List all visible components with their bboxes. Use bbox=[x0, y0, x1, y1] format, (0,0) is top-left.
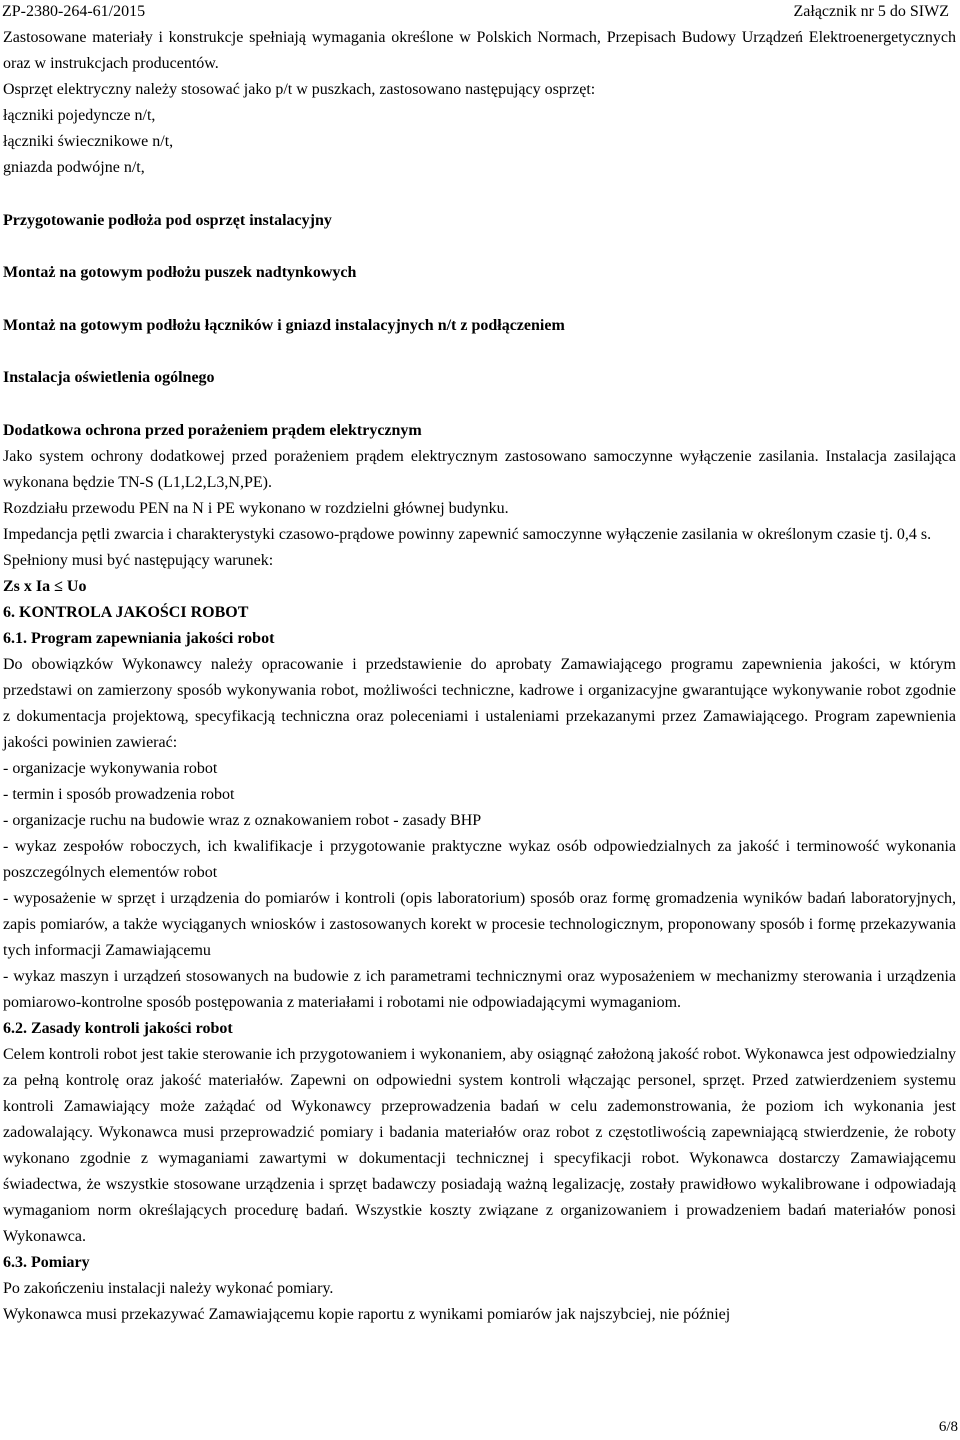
document-reference: ZP-2380-264-61/2015 bbox=[2, 3, 146, 20]
section-title-quality-control: 6. KONTROLA JAKOŚCI ROBOT bbox=[3, 603, 249, 621]
condition-paragraph: Spełniony musi być następujący warunek: bbox=[3, 551, 274, 569]
heading-substrate-preparation: Przygotowanie podłoża pod osprzęt instalacyjny bbox=[3, 211, 332, 229]
pen-split-paragraph: Rozdziału przewodu PEN na N i PE wykonano w rozdzielni głównej budynku. bbox=[3, 499, 509, 517]
subsection-title-quality-program: 6.1. Program zapewniania jakości robot bbox=[3, 629, 275, 647]
subsection-title-control-rules: 6.2. Zasady kontroli jakości robot bbox=[3, 1019, 233, 1037]
list-item: łączniki świecznikowe n/t, bbox=[3, 133, 174, 150]
impedance-paragraph: Impedancja pętli zwarcia i charakterystyki czasowo-prądowe powinny zapewnić samoczynne wyłączenie zasilania w określonym czasie tj. 0,4 s. bbox=[3, 525, 932, 543]
list-item: - termin i sposób prowadzenia robot bbox=[3, 785, 235, 803]
page-number: 6/8 bbox=[938, 1419, 958, 1435]
list-item: - wykaz zespołów roboczych, ich kwalifikacje i przygotowanie praktyczne wykaz osób odpowiedzialnych za jakość i terminowość wykonania poszczególnych elementów robot bbox=[3, 837, 956, 881]
heading-general-lighting: Instalacja oświetlenia ogólnego bbox=[3, 369, 215, 386]
subsection-title-measurements: 6.3. Pomiary bbox=[3, 1253, 90, 1271]
list-item: łączniki pojedyncze n/t, bbox=[3, 107, 156, 124]
condition-formula: Zs x Ia ≤ Uo bbox=[3, 577, 87, 595]
heading-shock-protection: Dodatkowa ochrona przed porażeniem prądem elektrycznym bbox=[3, 421, 422, 439]
list-item: gniazda podwójne n/t, bbox=[3, 159, 145, 176]
list-item: - wykaz maszyn i urządzeń stosowanych na budowie z ich parametrami technicznymi oraz wyposażeniem w mechanizmy sterowania i urządzenia pomiarowo-kontrolne sposób postępowania z materiałami i robotami nie odpowiadającymi wymaganiom. bbox=[3, 967, 956, 1011]
heading-switch-socket-mounting: Montaż na gotowym podłożu łączników i gniazd instalacyjnych n/t z podłączeniem bbox=[3, 316, 565, 334]
materials-paragraph: Zastosowane materiały i konstrukcje spełniają wymagania określone w Polskich Normach, Przepisach Budowy Urządzeń Elektroenergetycznych oraz w instrukcjach producentów. bbox=[3, 29, 956, 72]
measurements-paragraph: Po zakończeniu instalacji należy wykonać pomiary. bbox=[3, 1279, 334, 1297]
fittings-paragraph: Osprzęt elektryczny należy stosować jako p/t w puszkach, zastosowano następujący osprzęt: bbox=[3, 81, 596, 98]
heading-box-mounting: Montaż na gotowym podłożu puszek nadtynkowych bbox=[3, 264, 357, 281]
list-item: - wyposażenie w sprzęt i urządzenia do pomiarów i kontroli (opis laboratorium) sposób oraz formę gromadzenia wyników badań laboratoryjnych, zapis pomiarów, a także wyciąganych wniosków i zastosowanych korekt w procesie technologicznym, proponowany sposób i formę przekazywania tych informacji Zamawiającemu bbox=[3, 889, 956, 959]
control-rules-paragraph: Celem kontroli robot jest takie sterowanie ich przygotowaniem i wykonaniem, aby osiągnąć założoną jakość robot. Wykonawca jest odpowiedzialny za pełną kontrolę oraz jakość materiałów. Zapewni on odpowiedni system kontroli włączając personel, sprzęt. Przed zatwierdzeniem systemu kontroli Zamawiający może zażądać od Wykonawcy przeprowadzenia badań w celu zademonstrowania, że poziom ich wykonania jest zadowalający. Wykonawca musi przeprowadzić pomiary i badania materiałów oraz robot z częstotliwością zapewniającą stwierdzenie, że roboty wykonano zgodnie z wymaganiami zawartymi w dokumentacji technicznej i specyfikacji robot. Wykonawca dostarczy Zamawiającemu świadectwa, że wszystkie stosowane urządzenia i sprzęt badawczy posiadają ważną legalizację, zostały prawidłowo wykalibrowane i odpowiadają wymaganiom norm określających procedurę badań. Wszystkie koszty związane z organizowaniem i prowadzeniem badań materiałów ponosi Wykonawca. bbox=[3, 1045, 956, 1245]
protection-paragraph: Jako system ochrony dodatkowej przed porażeniem prądem elektrycznym zastosowano samoczynne wyłączenie zasilania. Instalacja zasilająca wykonana będzie TN-S (L1,L2,L3,N,PE). bbox=[3, 447, 956, 491]
list-item: - organizacje wykonywania robot bbox=[3, 759, 218, 777]
attachment-label: Załącznik nr 5 do SIWZ bbox=[793, 3, 949, 20]
document-body bbox=[3, 25, 956, 1328]
list-item: - organizacje ruchu na budowie wraz z oznakowaniem robot - zasady BHP bbox=[3, 811, 482, 829]
report-paragraph: Wykonawca musi przekazywać Zamawiającemu kopie raportu z wynikami pomiarów jak najszybciej, nie później bbox=[3, 1305, 731, 1323]
quality-program-paragraph: Do obowiązków Wykonawcy należy opracowanie i przedstawienie do aprobaty Zamawiającego programu zapewnienia jakości, w którym przedstawi on zamierzony sposób wykonywania robot, możliwości techniczne, kadrowe i organizacyjne gwarantujące wykonywanie robot zgodnie z dokumentacja projektową, specyfikacją techniczna oraz poleceniami i ustaleniami przekazanymi przez Zamawiającego. Program zapewnienia jakości powinien zawierać: bbox=[3, 655, 956, 751]
